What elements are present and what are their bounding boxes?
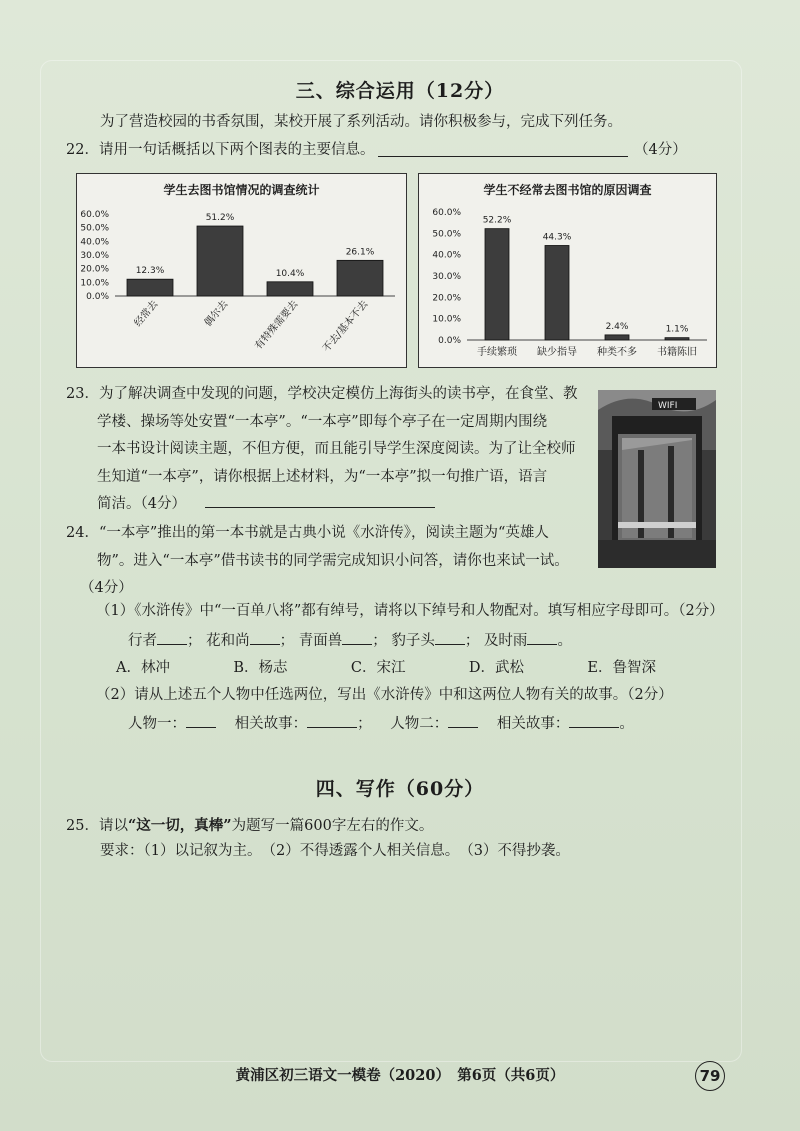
footer-text: 黄浦区初三语文一模卷（2020） 第6页（共6页） <box>235 1067 565 1084</box>
option-c: C．宋江 <box>350 660 406 676</box>
chart2-title: 学生不经常去图书馆的原因调查 <box>483 183 652 197</box>
q24-nickname-row: 行者 ； 花和尚 ； 青面兽 ； 豹子头 ； 及时雨 。 <box>128 633 572 649</box>
story2-label: 相关故事： <box>496 716 570 732</box>
q23-answer-line <box>205 507 435 508</box>
chart1-bar <box>267 282 313 296</box>
section-3-intro: 为了营造校园的书香氛围，某校开展了系列活动。请你积极参与，完成下列任务。 <box>100 114 622 130</box>
chart1-ytick-label: 30.0% <box>80 251 109 261</box>
chart2-ytick-label: 20.0% <box>432 293 461 304</box>
chart2-ytick-label: 60.0% <box>432 208 461 218</box>
person1-blank[interactable] <box>186 727 216 728</box>
q23-line-4: 生知道“一本亭”，请你根据上述材料，为“一本亭”拟一句推广语，语言 <box>97 468 548 485</box>
q22-answer-line <box>378 156 628 157</box>
q23-line-5 <box>66 491 591 519</box>
option-a: A．林冲 <box>116 660 170 676</box>
chart2-category-label: 种类不多 <box>597 347 637 358</box>
q24-block <box>66 520 606 603</box>
nickname-2: 花和尚 <box>206 633 250 649</box>
q22-score: （4分） <box>634 142 687 158</box>
chart-library-visits <box>76 173 407 368</box>
chart2-value-label: 44.3% <box>542 232 572 243</box>
blank-3[interactable] <box>342 644 372 645</box>
chart1-ytick-label: 20.0% <box>80 264 109 275</box>
chart1-value-label: 10.4% <box>275 268 305 279</box>
q24-line-2: 物”。进入“一本亭”借书读书的同学需完成知识小问答，请你也来试一试。 <box>97 552 569 569</box>
blank-1[interactable] <box>157 644 187 645</box>
chart-reasons <box>418 173 717 368</box>
q25-text-after: 为题写一篇600字左右的作文。 <box>231 818 434 834</box>
chart2-category-label: 手续繁琐 <box>477 347 517 358</box>
chart2-ytick-label: 0.0% <box>438 336 461 346</box>
chart2-bar <box>605 335 629 340</box>
chart1-category-label: 经常去 <box>132 298 161 329</box>
chart2-value-label: 2.4% <box>605 321 629 332</box>
chart2-bar <box>665 338 689 340</box>
nickname-5: 及时雨 <box>483 633 528 649</box>
blank-2[interactable] <box>250 644 280 645</box>
chart1-bar <box>337 260 383 296</box>
chart2-plot <box>419 196 716 366</box>
q24-sub2: （2）请从上述五个人物中任选两位，写出《水浒传》中和这两位人物有关的故事。（2分） <box>96 687 673 703</box>
q25-topic: “这一切，真棒” <box>127 817 232 834</box>
chart2-ytick-label: 10.0% <box>432 314 461 325</box>
option-d: D．武松 <box>468 660 525 676</box>
blank-5[interactable] <box>527 644 557 645</box>
q23-line-1: 23．为了解决调查中发现的问题，学校决定模仿上海街头的读书亭，在食堂、教 <box>66 386 578 402</box>
chart1-ytick-label: 10.0% <box>80 278 109 289</box>
q23-line-5-text: 简洁。（4分） <box>97 496 186 512</box>
q24-line-3: （4分） <box>80 580 133 596</box>
q23-block <box>66 381 591 519</box>
q25-text <box>66 814 433 838</box>
nickname-4: 豹子头 <box>391 633 435 649</box>
kiosk-sign: WIFI <box>658 401 678 411</box>
section-4-title: 四、写作（60分） <box>315 778 485 800</box>
chart1-bar <box>127 279 173 296</box>
person2-label: 人物二： <box>390 716 449 732</box>
q24-answer-row: 人物一： 相关故事： ； 人物二： 相关故事： 。 <box>128 716 634 732</box>
page-number-circle: 79 <box>695 1061 725 1091</box>
chart2-bar <box>545 245 569 340</box>
q24-options <box>116 657 656 680</box>
chart1-bar <box>197 226 243 296</box>
chart1-value-label: 51.2% <box>205 213 235 224</box>
option-b: B．杨志 <box>233 660 288 676</box>
chart2-category-label: 缺少指导 <box>537 347 577 358</box>
chart1-plot <box>77 196 406 366</box>
nickname-3: 青面兽 <box>298 633 343 649</box>
person2-blank[interactable] <box>448 727 478 728</box>
section-3-title: 三、综合运用（12分） <box>295 80 505 102</box>
chart1-value-label: 12.3% <box>135 266 165 277</box>
q22-text: 22．请用一句话概括以下两个图表的主要信息。 <box>66 142 375 158</box>
q24-line-1: 24．“一本亭”推出的第一本书就是古典小说《水浒传》，阅读主题为“英雄人 <box>66 525 549 541</box>
chart1-category-label: 偶尔去 <box>202 298 231 329</box>
person1-label: 人物一： <box>128 716 186 732</box>
chart1-ytick-label: 40.0% <box>80 237 109 248</box>
chart2-category-label: 书籍陈旧 <box>657 347 697 358</box>
chart1-title: 学生去图书馆情况的调查统计 <box>163 183 320 197</box>
chart1-category-label: 有特殊需要去 <box>253 298 301 352</box>
q25-requirements: 要求：（1）以记叙为主。 （2）不得透露个人相关信息。 （3）不得抄袭。 <box>100 843 570 859</box>
q25-text-before: 25．请以 <box>66 818 128 834</box>
chart1-ytick-label: 60.0% <box>80 210 109 220</box>
chart2-ytick-label: 30.0% <box>432 272 461 282</box>
story2-blank[interactable] <box>569 727 619 728</box>
chart1-value-label: 26.1% <box>345 247 375 258</box>
q23-line-3: 一本书设计阅读主题，不但方便，而且能引导学生深度阅读。为了让全校师 <box>97 441 576 457</box>
chart1-ytick-label: 0.0% <box>86 292 109 302</box>
nickname-1: 行者 <box>128 633 157 649</box>
story1-label: 相关故事： <box>234 716 308 732</box>
q23-line-2: 学楼、操场等处安置“一本亭”。“一本亭”即每个亭子在一定周期内围绕 <box>97 413 548 430</box>
reading-kiosk-photo <box>598 390 716 568</box>
chart2-ytick-label: 50.0% <box>432 229 461 240</box>
chart1-ytick-label: 50.0% <box>80 223 109 234</box>
chart1-category-label: 不去/基本不去 <box>321 298 371 355</box>
chart2-ytick-label: 40.0% <box>432 250 461 261</box>
story1-blank[interactable] <box>307 727 357 728</box>
chart2-bar <box>485 229 509 340</box>
q24-sub1: （1）《水浒传》中“一百单八将”都有绰号，请将以下绰号和人物配对。填写相应字母即可。（2分） <box>96 603 724 619</box>
option-e: E．鲁智深 <box>587 660 656 676</box>
chart2-value-label: 1.1% <box>665 324 689 335</box>
blank-4[interactable] <box>435 644 465 645</box>
chart2-value-label: 52.2% <box>482 215 512 226</box>
